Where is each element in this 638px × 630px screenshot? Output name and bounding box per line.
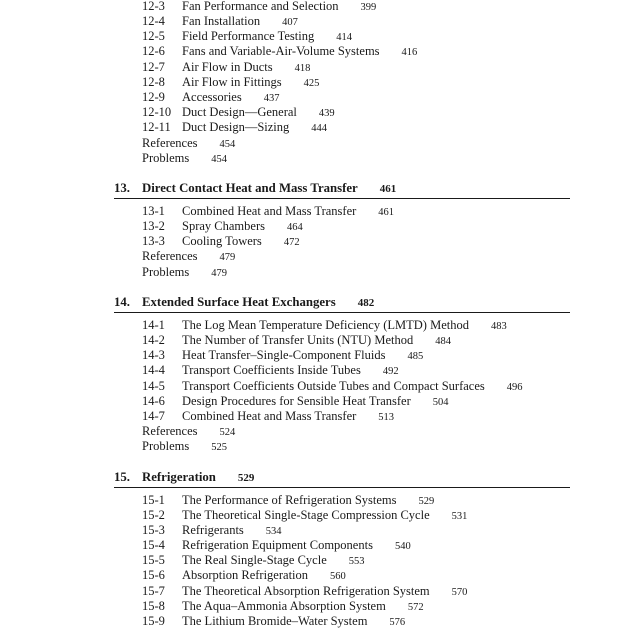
section-title-with-page: Fans and Variable-Air-Volume Systems 416 bbox=[182, 44, 418, 58]
section-title-with-page: The Theoretical Single-Stage Compression Cycle 531 bbox=[182, 508, 468, 522]
section-title-with-page: The Number of Transfer Units (NTU) Method 484 bbox=[182, 333, 451, 347]
section-number: 15-9 bbox=[142, 614, 165, 628]
page-number: 444 bbox=[311, 123, 328, 134]
page-number: 464 bbox=[286, 222, 303, 233]
chapter-number: 15. bbox=[114, 470, 130, 484]
page-number: 492 bbox=[382, 366, 399, 377]
section-title-with-page: References 454 bbox=[142, 136, 236, 150]
section-title-with-page: Refrigeration Equipment Components 540 bbox=[182, 538, 411, 552]
page-number: 513 bbox=[378, 412, 395, 423]
section-number: 14-4 bbox=[142, 363, 165, 377]
section-title-with-page: Transport Coefficients Outside Tubes and Compact Surfaces 496 bbox=[182, 379, 523, 393]
section-title-with-page: The Performance of Refrigeration Systems 529 bbox=[182, 493, 435, 507]
page-number: 504 bbox=[432, 397, 449, 408]
page-number: 461 bbox=[378, 207, 395, 218]
section-title-with-page: References 479 bbox=[142, 249, 236, 263]
section-number: 12-7 bbox=[142, 60, 165, 74]
section-number: 14-1 bbox=[142, 318, 165, 332]
section-number: 15-4 bbox=[142, 538, 165, 552]
section-title-with-page: Fan Installation 407 bbox=[182, 14, 298, 28]
section-title-with-page: The Aqua–Ammonia Absorption System 572 bbox=[182, 599, 424, 613]
page-number: 485 bbox=[407, 351, 424, 362]
section-number: 12-8 bbox=[142, 75, 165, 89]
section-title-with-page: References 524 bbox=[142, 424, 236, 438]
section-number: 15-1 bbox=[142, 493, 165, 507]
chapter-title-with-page: Direct Contact Heat and Mass Transfer 461 bbox=[142, 181, 397, 195]
chapter-title-with-page: Extended Surface Heat Exchangers 482 bbox=[142, 295, 375, 309]
page-number: 483 bbox=[490, 321, 507, 332]
page-number: 525 bbox=[211, 442, 227, 453]
page-number: 407 bbox=[282, 17, 298, 28]
section-title-with-page: Problems 454 bbox=[142, 151, 227, 165]
section-title-with-page: Design Procedures for Sensible Heat Transfer 504 bbox=[182, 394, 449, 408]
page-number: 439 bbox=[318, 108, 335, 119]
page-number: 572 bbox=[407, 602, 424, 613]
page-number: 553 bbox=[348, 556, 365, 567]
section-title-with-page: Heat Transfer–Single-Component Fluids 485 bbox=[182, 348, 424, 362]
page-number: 560 bbox=[330, 571, 346, 582]
page-number: 479 bbox=[211, 268, 227, 279]
section-number: 14-5 bbox=[142, 379, 165, 393]
section-number: 13-1 bbox=[142, 204, 165, 218]
section-number: 12-10 bbox=[142, 105, 172, 119]
page-number: 529 bbox=[418, 496, 435, 507]
section-title-with-page: Problems 479 bbox=[142, 265, 227, 279]
chapter-number: 14. bbox=[114, 295, 130, 309]
page-number: 454 bbox=[211, 154, 227, 165]
page-number: 524 bbox=[219, 427, 236, 438]
section-title-with-page: Duct Design—Sizing 444 bbox=[182, 120, 328, 134]
chapter-rule bbox=[114, 198, 570, 199]
page-number: 576 bbox=[389, 617, 406, 628]
section-number: 12-6 bbox=[142, 44, 165, 58]
page-number: 399 bbox=[360, 2, 377, 13]
chapter-number: 13. bbox=[114, 181, 130, 195]
section-number: 12-4 bbox=[142, 14, 165, 28]
section-title-with-page: Refrigerants 534 bbox=[182, 523, 282, 537]
page-number: 496 bbox=[506, 382, 523, 393]
section-title-with-page: Accessories 437 bbox=[182, 90, 280, 104]
page-number: 531 bbox=[451, 511, 468, 522]
section-title-with-page: The Log Mean Temperature Deficiency (LMTD) Method 483 bbox=[182, 318, 507, 332]
section-title-with-page: Air Flow in Fittings 425 bbox=[182, 75, 320, 89]
page-number: 484 bbox=[435, 336, 451, 347]
section-number: 12-5 bbox=[142, 29, 165, 43]
chapter-rule bbox=[114, 312, 570, 313]
section-number: 15-8 bbox=[142, 599, 165, 613]
chapter-rule bbox=[114, 487, 570, 488]
section-title-with-page: Transport Coefficients Inside Tubes 492 bbox=[182, 363, 399, 377]
page-number: 461 bbox=[379, 183, 397, 195]
page-number: 540 bbox=[394, 541, 411, 552]
page-number: 482 bbox=[357, 297, 375, 309]
page-number: 414 bbox=[336, 32, 352, 43]
page-number: 437 bbox=[263, 93, 280, 104]
section-title-with-page: Absorption Refrigeration 560 bbox=[182, 568, 346, 582]
section-number: 13-2 bbox=[142, 219, 165, 233]
section-title-with-page: Combined Heat and Mass Transfer 513 bbox=[182, 409, 395, 423]
section-number: 15-5 bbox=[142, 553, 165, 567]
chapter-title-with-page: Refrigeration 529 bbox=[142, 470, 255, 484]
section-title-with-page: Field Performance Testing 414 bbox=[182, 29, 352, 43]
section-number: 14-3 bbox=[142, 348, 165, 362]
section-title-with-page: Spray Chambers 464 bbox=[182, 219, 303, 233]
page-number: 454 bbox=[219, 139, 236, 150]
section-title-with-page: The Lithium Bromide–Water System 576 bbox=[182, 614, 406, 628]
page-number: 416 bbox=[401, 47, 418, 58]
section-number: 15-3 bbox=[142, 523, 165, 537]
page-number: 472 bbox=[283, 237, 300, 248]
section-title-with-page: The Theoretical Absorption Refrigeration System 570 bbox=[182, 584, 468, 598]
section-number: 13-3 bbox=[142, 234, 165, 248]
section-number: 15-6 bbox=[142, 568, 165, 582]
section-number: 14-6 bbox=[142, 394, 165, 408]
section-number: 12-11 bbox=[142, 120, 171, 134]
section-number: 14-2 bbox=[142, 333, 165, 347]
section-title-with-page: Duct Design—General 439 bbox=[182, 105, 335, 119]
section-title-with-page: Air Flow in Ducts 418 bbox=[182, 60, 311, 74]
section-title-with-page: Cooling Towers 472 bbox=[182, 234, 300, 248]
section-title-with-page: Combined Heat and Mass Transfer 461 bbox=[182, 204, 395, 218]
section-number: 14-7 bbox=[142, 409, 165, 423]
page-number: 570 bbox=[451, 587, 468, 598]
page-number: 529 bbox=[237, 472, 255, 484]
section-number: 15-2 bbox=[142, 508, 165, 522]
page-number: 479 bbox=[219, 252, 236, 263]
section-number: 12-3 bbox=[142, 0, 165, 13]
section-title-with-page: Fan Performance and Selection 399 bbox=[182, 0, 377, 13]
section-title-with-page: The Real Single-Stage Cycle 553 bbox=[182, 553, 365, 567]
page-number: 418 bbox=[294, 63, 311, 74]
section-title-with-page: Problems 525 bbox=[142, 439, 227, 453]
page-number: 534 bbox=[265, 526, 282, 537]
page-number: 425 bbox=[303, 78, 320, 89]
section-number: 15-7 bbox=[142, 584, 165, 598]
section-number: 12-9 bbox=[142, 90, 165, 104]
